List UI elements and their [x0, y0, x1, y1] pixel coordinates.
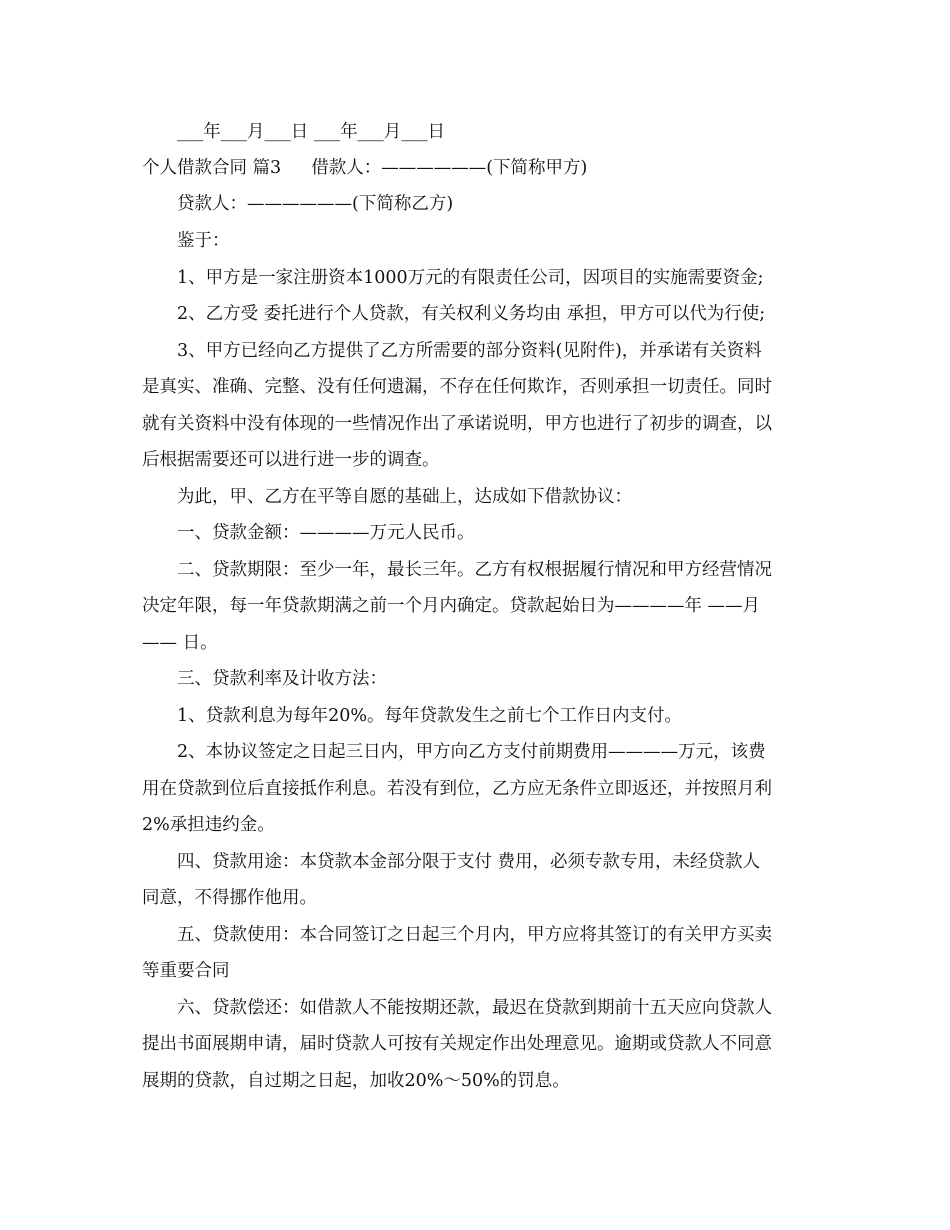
clause-2-line: 决定年限，每一年贷款期满之前一个月内确定。贷款起始日为————年 ——月: [142, 596, 761, 616]
clause-3-1: 1、贷款利息为每年20%。每年贷款发生之前七个工作日内支付。: [177, 706, 683, 726]
agreement-intro: 为此，甲、乙方在平等自愿的基础上，达成如下借款协议：: [177, 487, 632, 507]
clause-2-line: —— 日。: [142, 633, 218, 653]
clause-6-line: 提出书面展期申请，届时贷款人可按有关规定作出处理意见。逾期或贷款人不同意: [142, 1034, 772, 1054]
borrower-line: 借款人：——————(下简称甲方): [311, 158, 588, 178]
recital-3-line: 后根据需要还可以进行进一步的调查。: [142, 450, 440, 470]
recital-1: 1、甲方是一家注册资本1000万元的有限责任公司，因项目的实施需要资金;: [177, 268, 764, 288]
clause-2-line: 二、贷款期限：至少一年，最长三年。乙方有权根据履行情况和甲方经营情况: [177, 560, 772, 580]
title-line: [142, 156, 950, 180]
clause-6-line: 展期的贷款，自过期之日起，加收20%～50%的罚息。: [142, 1071, 570, 1091]
contract-title: 个人借款合同 篇3: [142, 158, 282, 178]
clause-4-line: 同意，不得挪作他用。: [142, 888, 317, 908]
clause-6-line: 六、贷款偿还：如借款人不能按期还款，最迟在贷款到期前十五天应向贷款人: [177, 998, 772, 1018]
lender-line: 贷款人：——————(下简称乙方): [177, 194, 454, 214]
clause-5-line: 等重要合同: [142, 961, 230, 981]
clause-3-2-line: 用在贷款到位后直接抵作利息。若没有到位，乙方应无条件立即返还，并按照月利: [142, 779, 772, 799]
recital-3-line: 就有关资料中没有体现的一些情况作出了承诺说明，甲方也进行了初步的调查，以: [142, 414, 772, 434]
date-line: ___年___月___日 ___年___月___日: [177, 122, 446, 142]
clause-3-2-line: 2、本协议签定之日起三日内，甲方向乙方支付前期费用————万元，该费: [177, 742, 766, 762]
clause-3-2-line: 2%承担违约金。: [142, 815, 275, 835]
clause-4-line: 四、贷款用途：本贷款本金部分限于支付 费用，必须专款专用，未经贷款人: [177, 852, 761, 872]
clause-5-line: 五、贷款使用：本合同签订之日起三个月内，甲方应将其签订的有关甲方买卖: [177, 925, 772, 945]
whereas-heading: 鉴于：: [177, 231, 230, 251]
clause-3-heading: 三、贷款利率及计收方法：: [177, 669, 387, 689]
recital-3-line: 是真实、准确、完整、没有任何遗漏，不存在任何欺诈，否则承担一切责任。同时: [142, 377, 772, 397]
recital-3-line: 3、甲方已经向乙方提供了乙方所需要的部分资料(见附件)，并承诺有关资料: [177, 341, 762, 361]
clause-1-amount: 一、贷款金额：————万元人民币。: [177, 523, 475, 543]
recital-2: 2、乙方受 委托进行个人贷款，有关权利义务均由 承担，甲方可以代为行使;: [177, 304, 766, 324]
